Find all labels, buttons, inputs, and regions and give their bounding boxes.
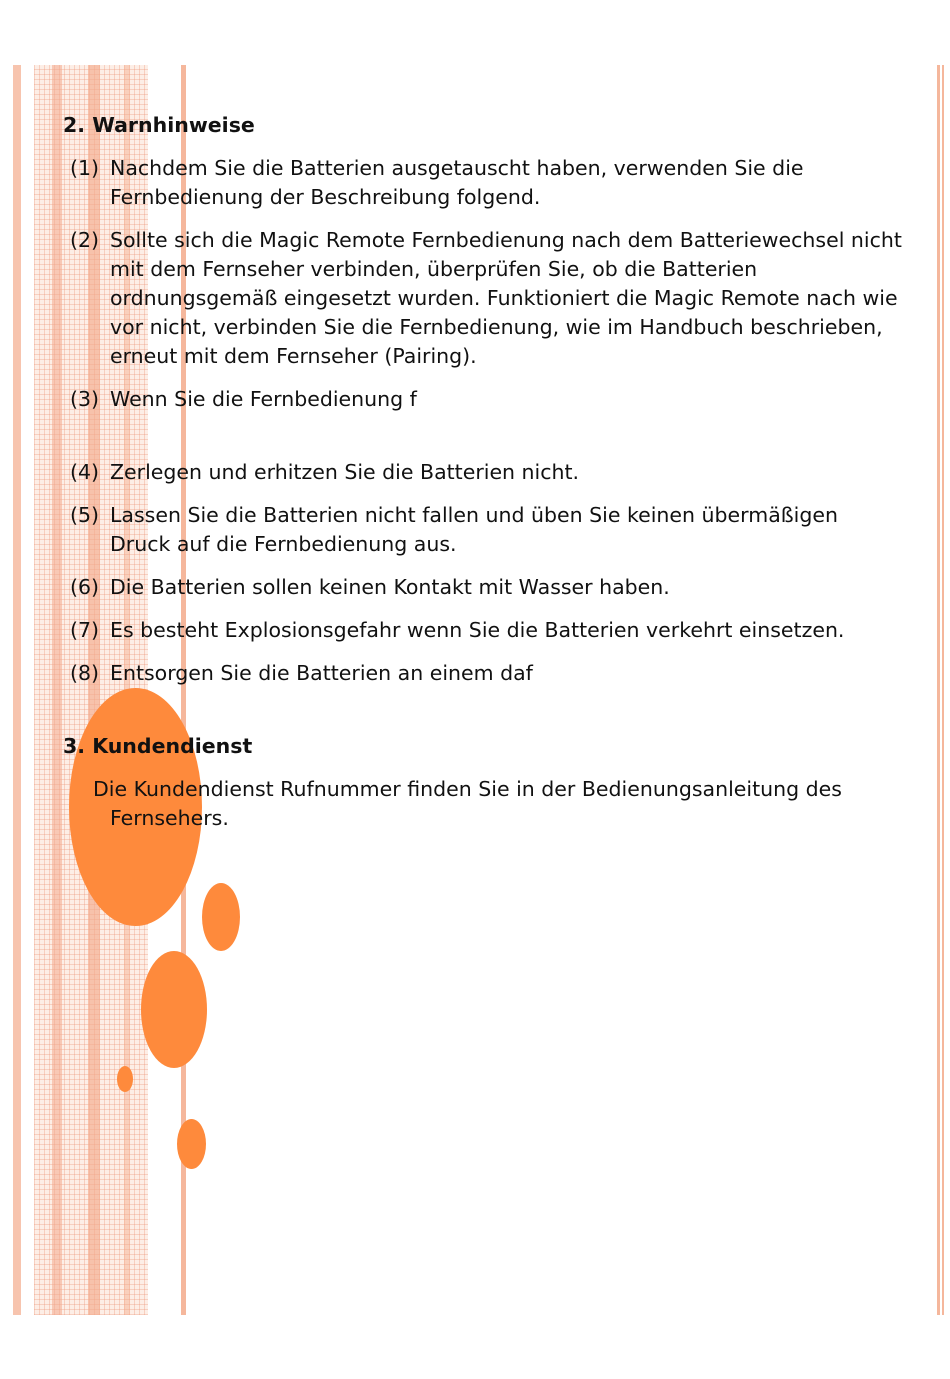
warning-item [63,226,903,371]
item-number: (2) [70,228,100,252]
left-edge-stripe [13,65,21,1315]
decorative-circle [141,951,207,1068]
item-number: (6) [70,575,100,599]
document-body [63,111,903,833]
warning-item [63,385,903,414]
item-number: (3) [70,387,100,411]
warning-item [63,659,903,688]
item-number: (7) [70,618,100,642]
decorative-circle [177,1119,206,1169]
warning-item [63,458,903,487]
item-text: Es besteht Explosionsgefahr wenn Sie die Batterien verkehrt einsetzen. [110,618,845,642]
vertical-band [52,65,62,1315]
item-number: (4) [70,460,100,484]
item-text: Die Batterien sollen keinen Kontakt mit Wasser haben. [110,575,670,599]
warning-item [63,501,903,559]
decorative-circle-small [117,1066,133,1092]
item-text: Lassen Sie die Batterien nicht fallen und üben Sie keinen übermäßigen Druck auf die Fernbedienung aus. [110,503,838,556]
warning-item [63,616,903,645]
item-text: Nachdem Sie die Batterien ausgetauscht haben, verwenden Sie die Fernbedienung der Beschreibung folgend. [110,156,804,209]
item-number: (8) [70,661,100,685]
item-text: Sollte sich die Magic Remote Fernbedienung nach dem Batteriewechsel nicht mit dem Fernseher verbinden, überprüfen Sie, ob die Batterien ordnungsgemäß eingesetzt wurden. Funktioniert die Magic Remote nach wie vor nicht, verbinden Sie die Fernbedienung, wie im Handbuch beschrieben, erneut mit dem Fernseher (Pairing). [110,228,902,368]
section-heading-service: 3. Kundendienst [63,734,253,758]
section-heading-warnings: 2. Warnhinweise [63,113,255,137]
item-text: Entsorgen Sie die Batterien an einem daf [110,661,533,685]
decorative-circle [202,883,240,951]
item-text: Wenn Sie die Fernbedienung f [110,387,417,411]
service-paragraph: Die Kundendienst Rufnummer finden Sie in der Bedienungsanleitung des Fernsehers. [93,777,842,830]
item-number: (5) [70,503,100,527]
item-text: Zerlegen und erhitzen Sie die Batterien nicht. [110,460,580,484]
right-edge-stripe [942,65,944,1315]
warning-item [63,154,903,212]
warning-item [63,573,903,602]
right-edge-stripe [937,65,940,1315]
item-number: (1) [70,156,100,180]
